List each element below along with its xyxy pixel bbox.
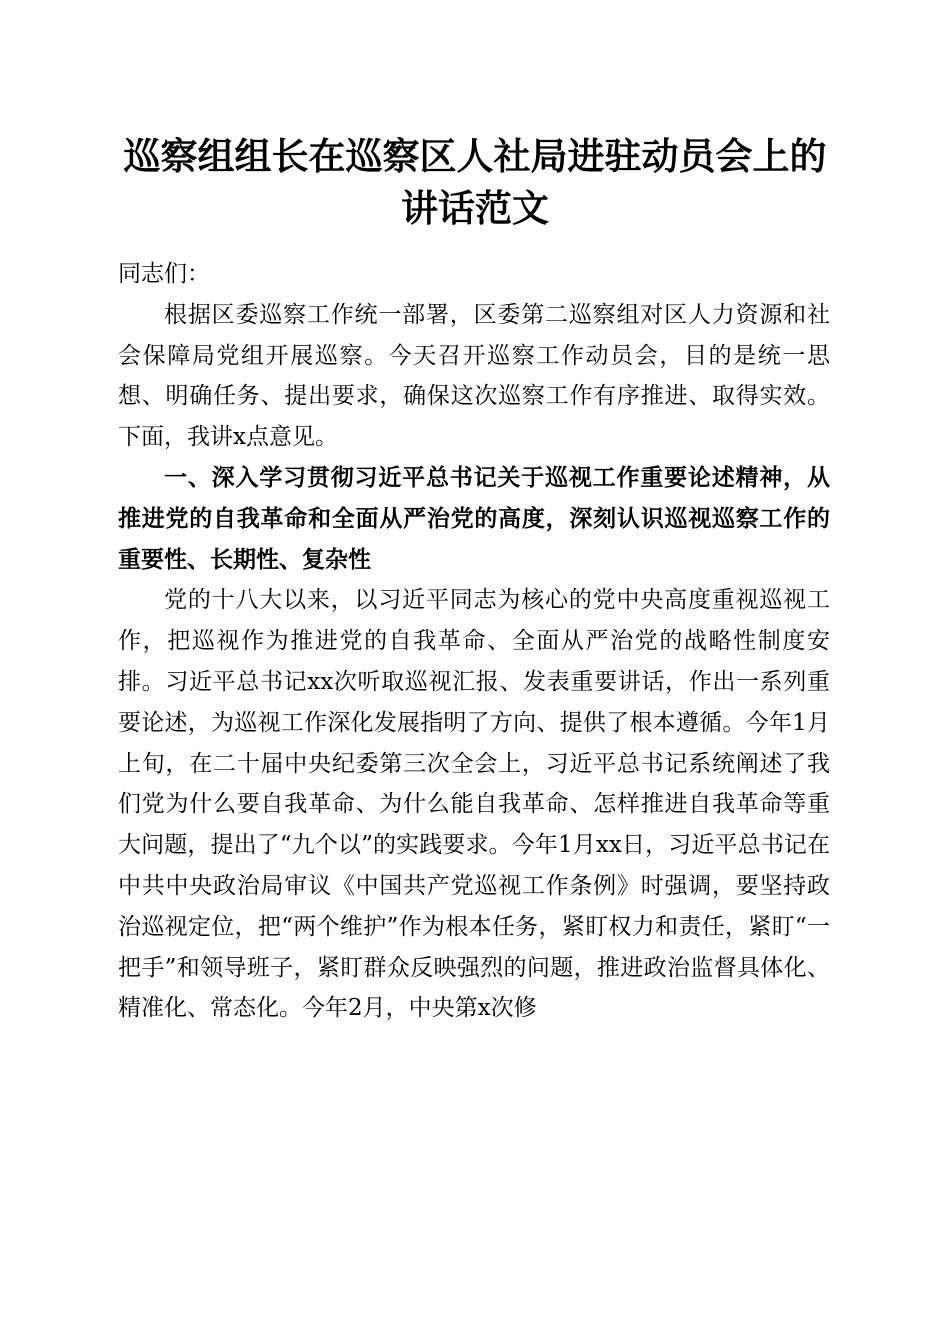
document-body [118, 254, 830, 1029]
section-heading-1: 一、深入学习贯彻习近平总书记关于巡视工作重要论述精神，从推进党的自我革命和全面从严治党的高度，深刻认识巡视巡察工作的重要性、长期性、复杂性 [118, 464, 830, 573]
paragraph-intro: 根据区委巡察工作统一部署，区委第二巡察组对区人力资源和社会保障局党组开展巡察。今天召开巡察工作动员会，目的是统一思想、明确任务、提出要求，确保这次巡察工作有序推进、取得实效。下面，我讲x点意见。 [118, 301, 830, 451]
salutation: 同志们： [118, 261, 210, 287]
document-title: 巡察组组长在巡察区人社局进驻动员会上的讲话范文 [123, 134, 827, 230]
paragraph-section-1: 党的十八大以来，以习近平同志为核心的党中央高度重视巡视工作，把巡视作为推进党的自我革命、全面从严治党的战略性制度安排。习近平总书记xx次听取巡视汇报、发表重要讲话，作出一系列重要论述，为巡视工作深化发展指明了方向、提供了根本遵循。今年1月上旬，在二十届中央纪委第三次全会上，习近平总书记系统阐述了我们党为什么要自我革命、为什么能自我革命、怎样推进自我革命等重大问题，提出了“九个以”的实践要求。今年1月xx日，习近平总书记在中共中央政治局审议《中国共产党巡视工作条例》时强调，要坚持政治巡视定位，把“两个维护”作为根本任务，紧盯权力和责任，紧盯“一把手”和领导班子，紧盯群众反映强烈的问题，推进政治监督具体化、精准化、常态化。今年2月，中央第x次修 [118, 587, 830, 1022]
